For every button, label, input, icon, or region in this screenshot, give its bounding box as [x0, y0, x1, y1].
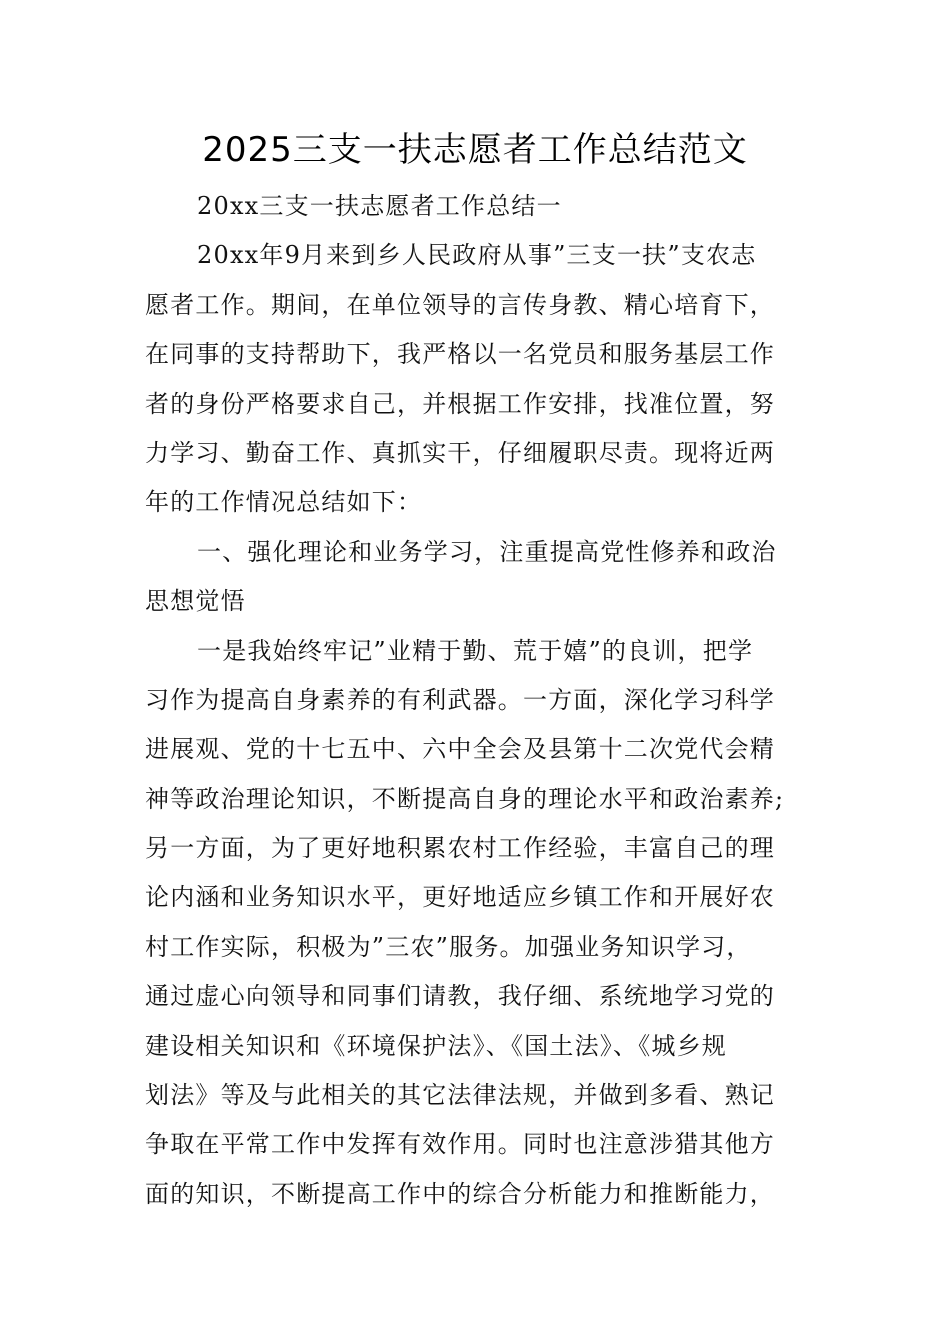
paragraph-line: 论内涵和业务知识水平，更好地适应乡镇工作和开展好农	[145, 883, 775, 912]
paragraph-line: 村工作实际，积极为”三农”服务。加强业务知识学习，	[145, 932, 752, 961]
document-body	[145, 182, 805, 1219]
paragraph-line: 愿者工作。期间，在单位领导的言传身教、精心培育下，	[145, 290, 775, 319]
paragraph-line: 划法》等及与此相关的其它法律法规，并做到多看、熟记	[145, 1081, 775, 1110]
paragraph-line: 建设相关知识和《环境保护法》、《国土法》、《城乡规	[145, 1031, 727, 1060]
paragraph-line: 另一方面，为了更好地积累农村工作经验，丰富自己的理	[145, 834, 775, 863]
paragraph-line: 力学习、勤奋工作、真抓实干，仔细履职尽责。现将近两	[145, 438, 775, 467]
section-heading-line: 20xx三支一扶志愿者工作总结一	[197, 192, 562, 220]
section-heading-line: 思想觉悟	[145, 587, 246, 616]
paragraph-line: 一是我始终牢记”业精于勤、荒于嬉”的良训，把学	[197, 636, 754, 665]
paragraph-line: 神等政治理论知识，不断提高自身的理论水平和政治素养;	[145, 784, 785, 813]
paragraph-line: 20xx年9月来到乡人民政府从事”三支一扶”支农志	[197, 241, 757, 270]
paragraph-line: 争取在平常工作中发挥有效作用。同时也注意涉猎其他方	[145, 1130, 775, 1159]
paragraph-line: 通过虚心向领导和同事们请教，我仔细、系统地学习党的	[145, 982, 775, 1011]
document-title: 2025三支一扶志愿者工作总结范文	[202, 130, 748, 170]
paragraph-line: 习作为提高自身素养的有利武器。一方面，深化学习科学	[145, 685, 775, 714]
paragraph-line: 面的知识，不断提高工作中的综合分析能力和推断能力，	[145, 1179, 775, 1208]
paragraph-line: 在同事的支持帮助下，我严格以一名党员和服务基层工作	[145, 340, 775, 369]
paragraph-line: 进展观、党的十七五中、六中全会及县第十二次党代会精	[145, 735, 775, 764]
paragraph-line: 者的身份严格要求自己，并根据工作安排，找准位置，努	[145, 389, 775, 418]
section-heading-line: 一、强化理论和业务学习，注重提高党性修养和政治	[197, 537, 777, 566]
paragraph-line: 年的工作情况总结如下：	[145, 488, 423, 517]
